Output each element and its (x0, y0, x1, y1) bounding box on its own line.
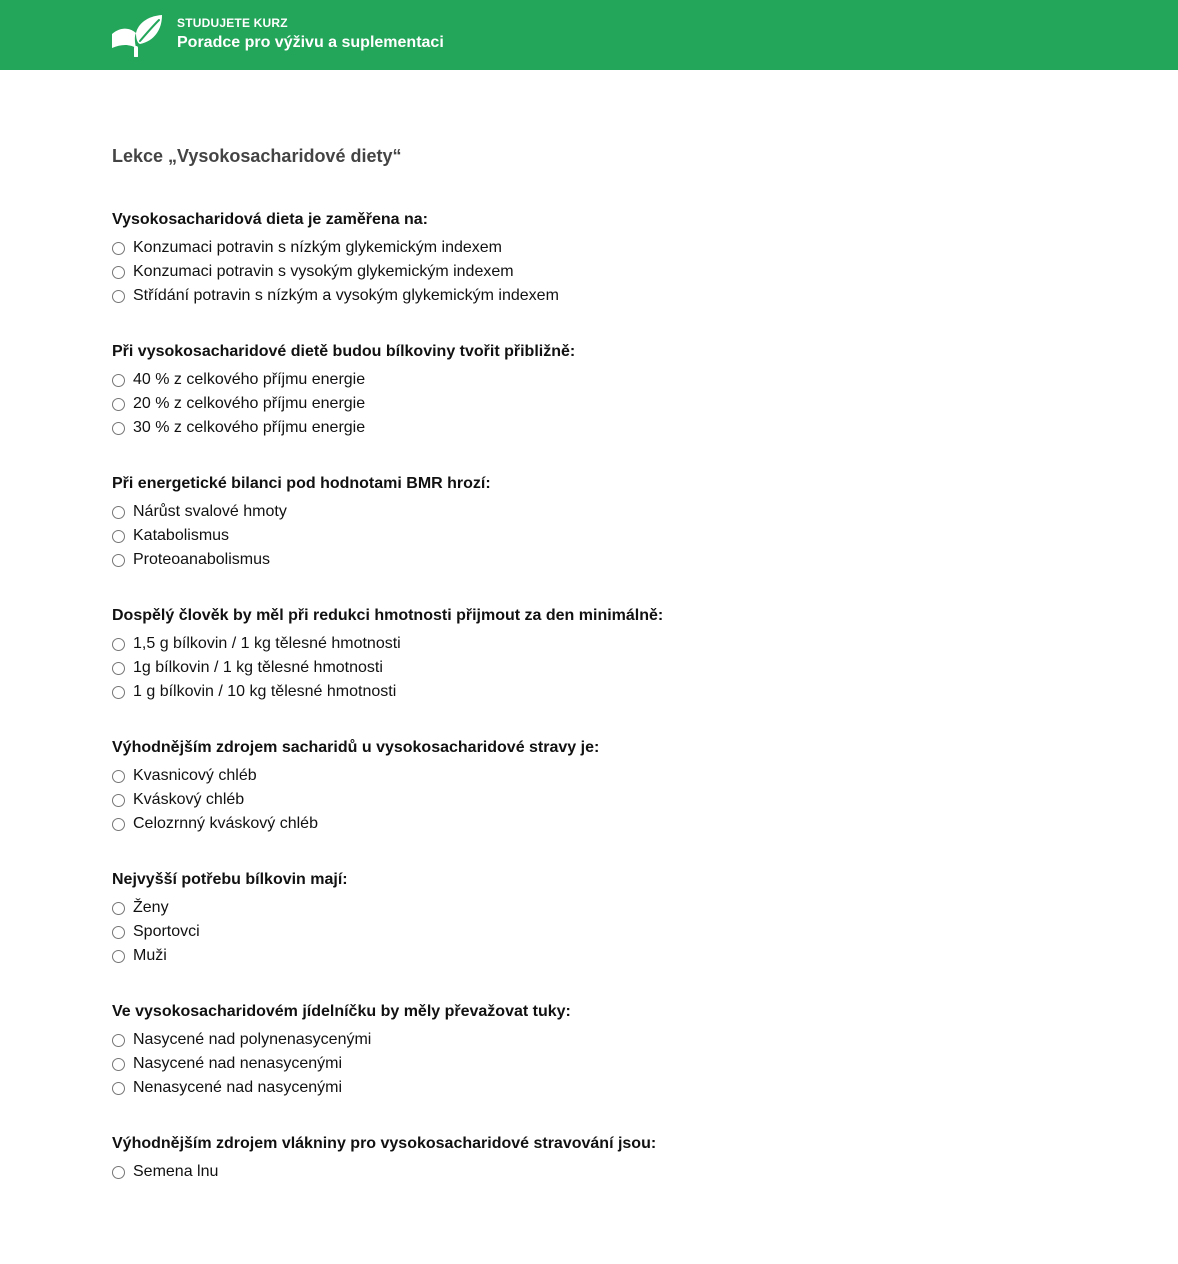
answer-label: 1,5 g bílkovin / 1 kg tělesné hmotnosti (133, 635, 401, 652)
question-text: Nejvyšší potřebu bílkovin mají: (112, 871, 348, 888)
answer-option[interactable] (112, 1028, 1112, 1052)
quiz-content (112, 144, 1112, 1264)
answer-label: 1g bílkovin / 1 kg tělesné hmotnosti (133, 659, 383, 676)
answer-option[interactable] (112, 764, 1112, 788)
radio-button[interactable] (112, 1166, 125, 1179)
answer-label: Muži (133, 947, 167, 964)
answer-option[interactable] (112, 236, 1112, 260)
answer-option[interactable] (112, 500, 1112, 524)
radio-button[interactable] (112, 506, 125, 519)
course-name: Poradce pro výživu a suplementaci (177, 34, 444, 51)
answer-option[interactable] (112, 1052, 1112, 1076)
radio-button[interactable] (112, 662, 125, 675)
answer-label: Střídání potravin s nízkým a vysokým glykemickým indexem (133, 287, 559, 304)
answer-label: Sportovci (133, 923, 200, 940)
radio-button[interactable] (112, 638, 125, 651)
question-text: Ve vysokosacharidovém jídelníčku by měly převažovat tuky: (112, 1003, 571, 1020)
radio-button[interactable] (112, 266, 125, 279)
answer-option[interactable] (112, 368, 1112, 392)
answer-label: Kváskový chléb (133, 791, 245, 808)
answer-option[interactable] (112, 920, 1112, 944)
answer-option[interactable] (112, 284, 1112, 308)
question-item (112, 868, 1112, 1000)
answer-label: Semena lnu (133, 1163, 219, 1180)
radio-button[interactable] (112, 1058, 125, 1071)
answer-label: Nenasycené nad nasycenými (133, 1079, 343, 1096)
answer-label: Nasycené nad nenasycenými (133, 1055, 343, 1072)
leaf-book-logo-icon (110, 13, 164, 57)
radio-button[interactable] (112, 686, 125, 699)
question-list (112, 208, 1112, 1264)
answer-label: Celozrnný kváskový chléb (133, 815, 318, 832)
answer-label: 30 % z celkového příjmu energie (133, 419, 366, 436)
question-text: Výhodnějším zdrojem vlákniny pro vysokosacharidové stravování jsou: (112, 1135, 657, 1152)
radio-button[interactable] (112, 926, 125, 939)
radio-button[interactable] (112, 950, 125, 963)
answer-option[interactable] (112, 392, 1112, 416)
answer-option[interactable] (112, 788, 1112, 812)
answer-option[interactable] (112, 944, 1112, 968)
answer-option[interactable] (112, 632, 1112, 656)
answer-option[interactable] (112, 680, 1112, 704)
question-item (112, 1000, 1112, 1132)
answer-label: Ženy (133, 899, 169, 916)
lesson-title: Lekce „Vysokosacharidové diety“ (112, 146, 402, 166)
answer-option[interactable] (112, 656, 1112, 680)
radio-button[interactable] (112, 374, 125, 387)
question-text: Vysokosacharidová dieta je zaměřena na: (112, 211, 428, 228)
question-text: Při energetické bilanci pod hodnotami BMR hrozí: (112, 475, 491, 492)
radio-button[interactable] (112, 770, 125, 783)
course-kicker: STUDUJETE KURZ (177, 16, 288, 30)
question-text: Výhodnějším zdrojem sacharidů u vysokosacharidové stravy je: (112, 739, 600, 756)
answer-option[interactable] (112, 260, 1112, 284)
radio-button[interactable] (112, 902, 125, 915)
answer-option[interactable] (112, 812, 1112, 836)
question-item (112, 340, 1112, 472)
answer-label: Nárůst svalové hmoty (133, 503, 287, 520)
answer-label: Nasycené nad polynenasycenými (133, 1031, 372, 1048)
radio-button[interactable] (112, 290, 125, 303)
question-item (112, 1132, 1112, 1264)
answer-label: 40 % z celkového příjmu energie (133, 371, 366, 388)
answer-option[interactable] (112, 1160, 1112, 1184)
radio-button[interactable] (112, 242, 125, 255)
question-item (112, 208, 1112, 340)
radio-button[interactable] (112, 794, 125, 807)
radio-button[interactable] (112, 818, 125, 831)
answer-option[interactable] (112, 896, 1112, 920)
course-header (0, 0, 1178, 70)
question-item (112, 736, 1112, 868)
answer-option[interactable] (112, 1076, 1112, 1100)
question-text: Dospělý člověk by měl při redukci hmotnosti přijmout za den minimálně: (112, 607, 664, 624)
answer-option[interactable] (112, 548, 1112, 572)
radio-button[interactable] (112, 554, 125, 567)
answer-option[interactable] (112, 416, 1112, 440)
radio-button[interactable] (112, 530, 125, 543)
question-item (112, 604, 1112, 736)
answer-option[interactable] (112, 524, 1112, 548)
radio-button[interactable] (112, 1034, 125, 1047)
question-text: Při vysokosacharidové dietě budou bílkoviny tvořit přibližně: (112, 343, 576, 360)
radio-button[interactable] (112, 422, 125, 435)
answer-label: 1 g bílkovin / 10 kg tělesné hmotnosti (133, 683, 397, 700)
answer-label: Konzumaci potravin s nízkým glykemickým indexem (133, 239, 503, 256)
answer-label: Konzumaci potravin s vysokým glykemickým indexem (133, 263, 514, 280)
answer-label: Kvasnicový chléb (133, 767, 257, 784)
answer-label: Katabolismus (133, 527, 230, 544)
answer-label: Proteoanabolismus (133, 551, 270, 568)
radio-button[interactable] (112, 1082, 125, 1095)
answer-label: 20 % z celkového příjmu energie (133, 395, 366, 412)
question-item (112, 472, 1112, 604)
radio-button[interactable] (112, 398, 125, 411)
